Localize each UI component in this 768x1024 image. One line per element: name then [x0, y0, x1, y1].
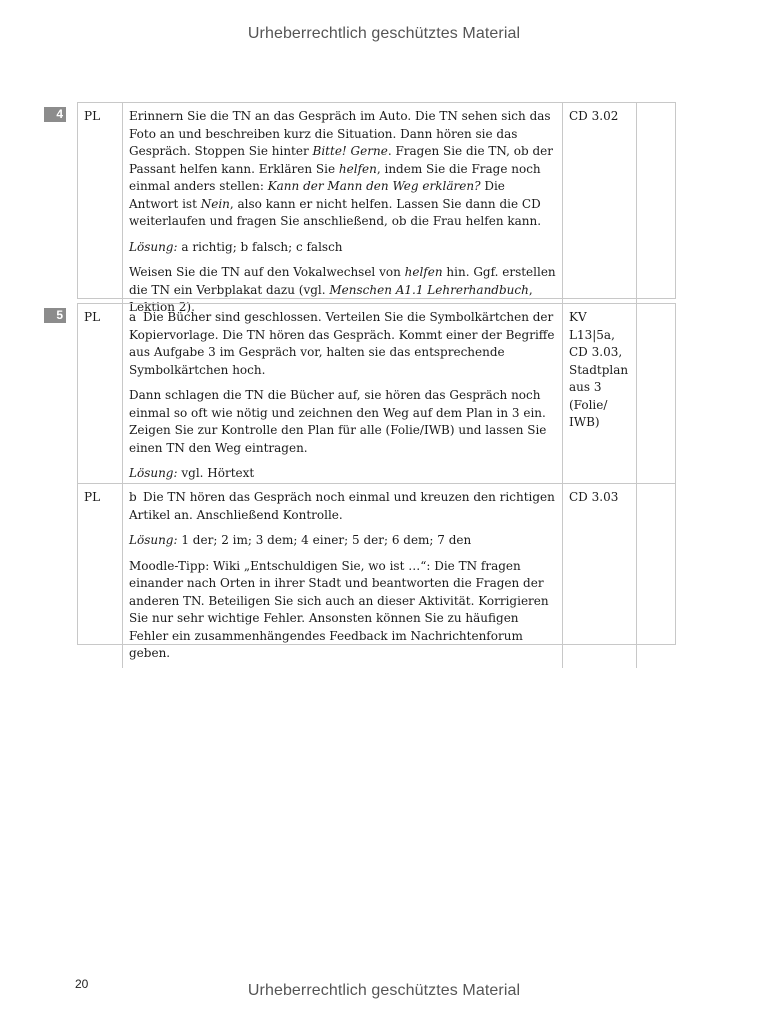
instruction-paragraph: Dann schlagen die TN die Bücher auf, sie hören das Gespräch noch einmal so oft wie nötig und zeichnen den Weg auf dem Plan in 3 ein. Zeigen Sie zur Kontrolle den Plan für alle (Folie/IWB) und lassen Sie einen TN den Weg eintragen. — [129, 388, 547, 455]
solution-paragraph: Lösung: vgl. Hörtext — [129, 466, 255, 480]
instruction-cell — [122, 484, 562, 668]
moodle-tip-paragraph: Moodle-Tipp: Wiki „Entschuldigen Sie, wo ist …“: Die TN fragen einander nach Orten in ihrer Stadt und beantworten die Fragen der anderen TN. Beteiligen Sie sich auch an dieser Aktivität. Korrigieren Sie nur sehr wichtige Fehler. Ansonsten können Sie zu häufigen Fehler ein zusammenhängendes Feedback im Nachrichtenforum geben. — [129, 558, 549, 660]
instruction-cell — [122, 103, 562, 322]
solution-paragraph: Lösung: 1 der; 2 im; 3 dem; 4 einer; 5 der; 6 dem; 7 den — [129, 533, 472, 547]
section-5-table — [77, 303, 676, 660]
instruction-paragraph: b Die TN hören das Gespräch noch einmal und kreuzen den richtigen Artikel an. Anschließend Kontrolle. — [129, 490, 555, 522]
instruction-cell — [122, 304, 562, 488]
material-cell: CD 3.03 — [562, 484, 636, 668]
section-number-5: 5 — [44, 308, 66, 323]
social-form-cell: PL — [84, 310, 101, 324]
watermark-top: Urheberrechtlich geschütztes Material — [247, 25, 521, 42]
table-row — [78, 103, 675, 314]
page-number: 20 — [75, 977, 89, 991]
solution-paragraph: Lösung: a richtig; b falsch; c falsch — [129, 239, 343, 254]
section-number-4: 4 — [44, 107, 66, 122]
table-row — [78, 304, 675, 483]
table-row — [78, 483, 675, 660]
material-cell: KV L13|5a, CD 3.03, Stadtplan aus 3 (Folie/ IWB) — [562, 304, 636, 488]
empty-cell — [636, 304, 675, 488]
empty-cell — [636, 484, 675, 668]
instruction-paragraph: Erinnern Sie die TN an das Gespräch im Auto. Die TN sehen sich das Foto an und beschreiben kurz die Situation. Dann hören sie das Gespräch. Stoppen Sie hinter Bitte! Gerne. Fragen Sie die TN, ob der Passant helfen kann. Erklären Sie helfen, indem Sie die Frage noch einmal anders stellen: Kann der Mann den Weg erklären? Die Antwort ist Nein, also kann er nicht helfen. Lassen Sie dann die CD weiterlaufen und fragen Sie anschließend, ob die Frau helfen kann. — [129, 109, 553, 228]
social-form-cell: PL — [84, 490, 101, 504]
watermark-bottom: Urheberrechtlich geschütztes Material — [247, 982, 521, 999]
section-4-table — [77, 102, 676, 314]
empty-cell — [636, 103, 675, 322]
instruction-paragraph: a Die Bücher sind geschlossen. Verteilen Sie die Symbolkärtchen der Kopiervorlage. Die TN hören das Gespräch. Kommt einer der Begriffe aus Aufgabe 3 im Gespräch vor, halten sie das entsprechende Symbolkärtchen hoch. — [129, 310, 555, 377]
instruction-paragraph: Weisen Sie die TN auf den Vokalwechsel von helfen hin. Ggf. erstellen die TN ein Verbplakat dazu (vgl. Menschen A1.1 Lehrerhandbuch, Lektion 2). — [129, 265, 556, 314]
material-cell: CD 3.02 — [562, 103, 636, 322]
social-form-cell: PL — [84, 109, 101, 123]
